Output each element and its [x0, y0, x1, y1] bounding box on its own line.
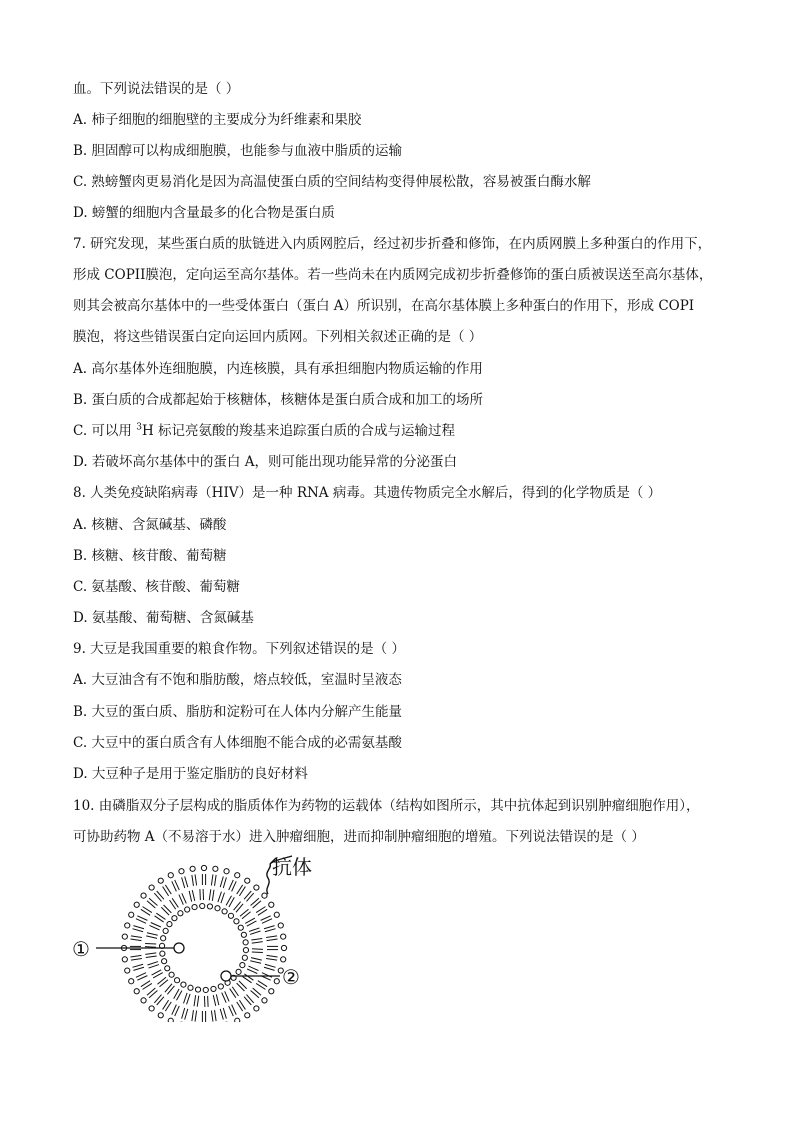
outer-phospholipid: [237, 878, 250, 896]
outer-phospholipid: [141, 893, 157, 908]
inner-phospholipid: [152, 966, 170, 978]
inner-phospholipid: [149, 923, 168, 934]
inner-phospholipid: [203, 987, 208, 1007]
outer-phospholipid: [190, 866, 197, 886]
inner-phospholipid: [170, 898, 183, 916]
outer-phospholipid: [129, 912, 148, 923]
q7-option-d: D. 若破坏高尔基体中的蛋白 A，则可能出现功能异常的分泌蛋白: [73, 454, 457, 470]
q6-option-c: C. 熟螃蟹肉更易消化是因为高温使蛋白质的空间结构变得伸展松散，容易被蛋白酶水解: [73, 174, 591, 190]
label-2: ②: [282, 965, 300, 989]
outer-phospholipid: [211, 866, 218, 886]
inner-phospholipid: [241, 928, 260, 937]
inner-phospholipid: [243, 938, 263, 944]
q8-option-d: D. 氨基酸、葡萄糖、含氮碱基: [73, 610, 254, 626]
q7-option-c: [73, 422, 455, 440]
inner-phospholipid: [189, 890, 197, 910]
inner-phospholipid: [145, 951, 165, 957]
inner-phospholipid: [218, 984, 229, 1003]
inner-phospholipid: [179, 893, 190, 912]
outer-phospholipid: [122, 955, 142, 962]
outer-phospholipid: [149, 885, 164, 901]
label-1: ①: [72, 937, 90, 961]
inner-phospholipid: [147, 959, 166, 968]
outer-phospholipid: [244, 885, 259, 901]
outer-phospholipid: [201, 865, 206, 885]
inner-phospholipid: [194, 987, 201, 1007]
pointer-2: [221, 971, 280, 981]
outer-phospholipid: [244, 995, 259, 1011]
q6-stem-tail: 血。下列说法错误的是（ ）: [73, 81, 240, 97]
q9-stem: 9. 大豆是我国重要的粮食作物。下列叙述错误的是（ ）: [73, 641, 405, 657]
outer-phospholipid: [251, 988, 267, 1003]
outer-phospholipid: [229, 873, 240, 892]
pointer-1: [96, 943, 184, 953]
inner-phospholipid: [225, 980, 238, 998]
inner-phospholipid: [215, 892, 225, 911]
outer-phospholipid: [134, 981, 152, 994]
inner-phospholipid: [222, 896, 234, 914]
outer-phospholipid: [264, 964, 283, 973]
outer-phospholipid: [261, 912, 280, 923]
outer-phospholipid: [211, 1010, 218, 1022]
inner-phospholipid: [211, 986, 219, 1006]
inner-phospholipid: [174, 982, 186, 1000]
outer-phospholipid: [266, 934, 286, 941]
q6-option-d: D. 螃蟹的细胞内含量最多的化合物是蛋白质: [73, 205, 335, 221]
q9-option-d: D. 大豆种子是用于鉴定脂肪的良好材料: [73, 766, 308, 782]
outer-phospholipid: [264, 923, 283, 932]
outer-phospholipid: [256, 902, 274, 915]
outer-phospholipid: [266, 955, 286, 962]
inner-phospholipid: [240, 963, 259, 974]
q7-stem-line-3: 则其会被高尔基体中的一些受体蛋白（蛋白 A）所识别，在高尔基体膜上多种蛋白的作用下，形成 COPI: [73, 298, 695, 314]
outer-phospholipid: [134, 902, 152, 915]
outer-phospholipid: [179, 1008, 188, 1022]
q8-option-b: B. 核糖、核苷酸、葡萄糖: [73, 548, 227, 564]
inner-phospholipid: [155, 913, 172, 927]
antibody-label: 抗体: [272, 855, 312, 879]
outer-phospholipid: [220, 1008, 229, 1022]
outer-phospholipid: [179, 869, 188, 888]
outer-phospholipid: [141, 988, 157, 1003]
q9-option-a: A. 大豆油含有不饱和脂肪酸，熔点较低，室温时呈液态: [73, 672, 402, 688]
outer-phospholipid: [129, 973, 148, 984]
outer-phospholipid: [168, 873, 179, 892]
q8-stem: 8. 人类免疫缺陷病毒（HIV）是一种 RNA 病毒。其遗传物质完全水解后，得到的化学物质是（ ）: [73, 485, 662, 501]
inner-phospholipid: [146, 933, 166, 941]
outer-phospholipid: [125, 923, 144, 932]
q7-option-b: B. 蛋白质的合成都起始于核糖体，核糖体是蛋白质合成和加工的场所: [73, 392, 484, 408]
outer-phospholipid: [220, 869, 229, 888]
q7-option-c-after: H 标记亮氨酸的羧基来追踪蛋白质的合成与运输过程: [141, 423, 456, 439]
inner-phospholipid: [207, 889, 214, 909]
q7-stem-line-4: 膜泡，将这些错误蛋白定向运回内质网。下列相关叙述正确的是（ ）: [73, 329, 483, 345]
inner-phospholipid: [242, 955, 262, 963]
inner-phospholipid: [243, 947, 263, 952]
q10-stem-line-2: 可协助药物 A（不易溶于水）进入肿瘤细胞，进而抑制肿瘤细胞的增殖。下列说法错误的是（ ）: [73, 829, 645, 845]
outer-phospholipid: [158, 1000, 171, 1018]
outer-phospholipid: [251, 893, 267, 908]
liposome-figure: [60, 852, 340, 1022]
outer-phospholipid: [168, 1005, 179, 1022]
outer-phospholipid: [122, 934, 142, 941]
inner-phospholipid: [238, 918, 256, 930]
q10-stem-line-1: 10. 由磷脂双分子层构成的脂质体作为药物的运载体（结构如图所示，其中抗体起到识别肿瘤细胞作用），: [73, 798, 700, 814]
q8-option-c: C. 氨基酸、核苷酸、葡萄糖: [73, 579, 240, 595]
q7-option-c-before: C. 可以用: [73, 423, 137, 439]
q9-option-b: B. 大豆的蛋白质、脂肪和淀粉可在人体内分解产生能量: [73, 704, 403, 720]
q7-option-c-superscript: 3: [136, 422, 142, 433]
outer-phospholipid: [256, 981, 274, 994]
outer-phospholipid: [229, 1005, 240, 1022]
q8-option-a: A. 核糖、含氮碱基、磷酸: [73, 517, 227, 533]
q6-option-a: A. 柿子细胞的细胞壁的主要成分为纤维素和果胶: [73, 112, 362, 128]
q6-option-b: B. 胆固醇可以构成细胞膜，也能参与血液中脂质的运输: [73, 143, 403, 159]
inner-phospholipid: [200, 889, 205, 909]
outer-phospholipid: [190, 1010, 197, 1022]
outer-phospholipid: [158, 878, 171, 896]
q9-option-c: C. 大豆中的蛋白质含有人体细胞不能合成的必需氨基酸: [73, 735, 402, 751]
q7-stem-line-1: 7. 研究发现，某些蛋白质的肽链进入内质网腔后，经过初步折叠和修饰，在内质网膜上多种蛋白的作用下，: [73, 236, 712, 252]
outer-phospholipid: [267, 945, 287, 950]
outer-phospholipid: [261, 973, 280, 984]
outer-phospholipid: [237, 1000, 250, 1018]
q7-option-a: A. 高尔基体外连细胞膜，内连核膜，具有承担细胞内物质运输的作用: [73, 361, 483, 377]
q7-stem-line-2: 形成 COPII膜泡，定向运至高尔基体。若一些尚未在内质网完成初步折叠修饰的蛋白质被误送至高尔基体，: [73, 267, 713, 283]
outer-phospholipid: [125, 964, 144, 973]
outer-phospholipid: [149, 995, 164, 1011]
outer-phospholipid: [201, 1011, 206, 1022]
inner-phospholipid: [184, 985, 194, 1004]
